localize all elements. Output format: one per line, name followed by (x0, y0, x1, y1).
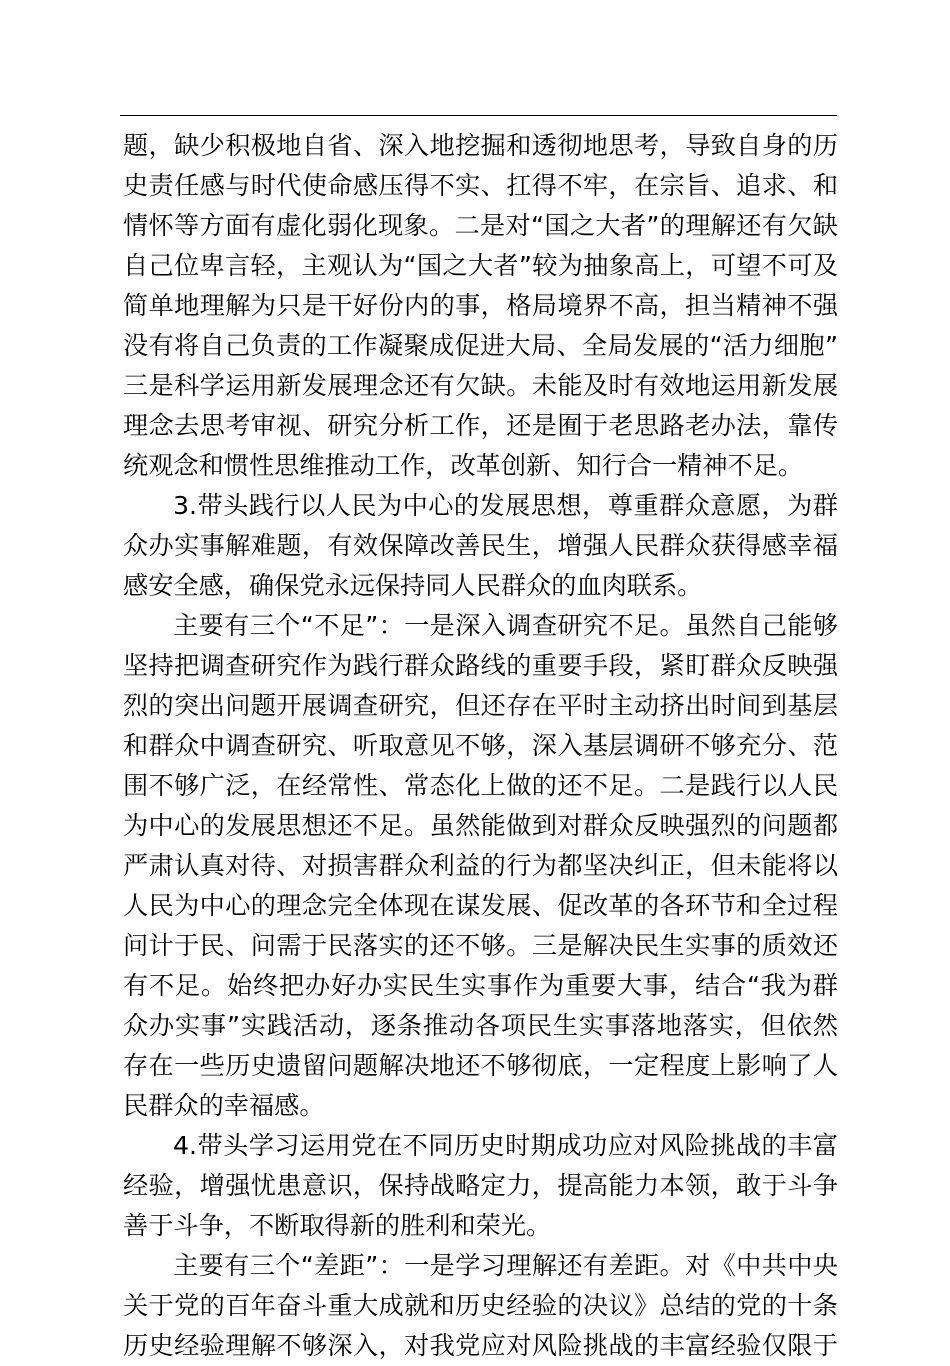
text-line: 和群众中调查研究、听取意见不够，深入基层调研不够充分、范 (123, 731, 838, 760)
text-line: 三是科学运用新发展理念还有欠缺。未能及时有效地运用新发展 (123, 371, 838, 400)
header-rule (120, 115, 837, 116)
text-line: 经验，增强忧患意识，保持战略定力，提高能力本领，敢于斗争 (123, 1171, 838, 1200)
text-line: 史责任感与时代使命感压得不实、扛得不牢，在宗旨、追求、和 (123, 171, 838, 200)
text-line: 历史经验理解不够深入，对我党应对风险挑战的丰富经验仅限于 (123, 1331, 838, 1360)
text-line: 烈的突出问题开展调查研究，但还存在平时主动挤出时间到基层 (123, 691, 838, 720)
text-line: 围不够广泛，在经常性、常态化上做的还不足。二是践行以人民 (123, 771, 838, 800)
text-line: 众办实事”实践活动，逐条推动各项民生实事落地落实，但依然 (123, 1011, 838, 1040)
text-line: 严肃认真对待、对损害群众利益的行为都坚决纠正，但未能将以 (123, 851, 838, 880)
text-line: 众办实事解难题，有效保障改善民生，增强人民群众获得感幸福 (123, 531, 838, 560)
text-line: 主要有三个“差距”：一是学习理解还有差距。对《中共中央 (173, 1251, 838, 1280)
text-line: 人民为中心的理念完全体现在谋发展、促改革的各环节和全过程 (123, 891, 838, 920)
text-line: 理念去思考审视、研究分析工作，还是囿于老思路老办法，靠传 (123, 411, 838, 440)
text-line: 统观念和惯性思维推动工作，改革创新、知行合一精神不足。 (123, 451, 804, 480)
text-line: 4.带头学习运用党在不同历史时期成功应对风险挑战的丰富 (173, 1131, 838, 1160)
text-line: 题，缺少积极地自省、深入地挖掘和透彻地思考，导致自身的历 (123, 131, 838, 160)
text-line: 存在一些历史遗留问题解决地还不够彻底，一定程度上影响了人 (123, 1051, 838, 1080)
text-line: 有不足。始终把办好办实民生实事作为重要大事，结合“我为群 (123, 971, 838, 1000)
text-line: 感安全感，确保党永远保持同人民群众的血肉联系。 (123, 571, 703, 600)
text-line: 3.带头践行以人民为中心的发展思想，尊重群众意愿，为群 (173, 491, 838, 520)
text-line: 关于党的百年奋斗重大成就和历史经验的决议》总结的党的十条 (123, 1291, 838, 1320)
text-line: 善于斗争，不断取得新的胜利和荣光。 (123, 1211, 552, 1240)
text-line: 为中心的发展思想还不足。虽然能做到对群众反映强烈的问题都 (123, 811, 838, 840)
text-line: 民群众的幸福感。 (123, 1091, 325, 1120)
body-text (123, 126, 838, 1366)
text-line: 自己位卑言轻，主观认为“国之大者”较为抽象高上，可望不可及 (123, 251, 838, 280)
text-line: 主要有三个“不足”：一是深入调查研究不足。虽然自己能够 (173, 611, 838, 640)
text-line: 情怀等方面有虚化弱化现象。二是对“国之大者”的理解还有欠缺 (123, 211, 838, 240)
text-line: 坚持把调查研究作为践行群众路线的重要手段，紧盯群众反映强 (123, 651, 838, 680)
text-line: 简单地理解为只是干好份内的事，格局境界不高，担当精神不强 (123, 291, 838, 320)
text-line: 没有将自己负责的工作凝聚成促进大局、全局发展的“活力细胞” (123, 331, 838, 360)
text-line: 问计于民、问需于民落实的还不够。三是解决民生实事的质效还 (123, 931, 838, 960)
